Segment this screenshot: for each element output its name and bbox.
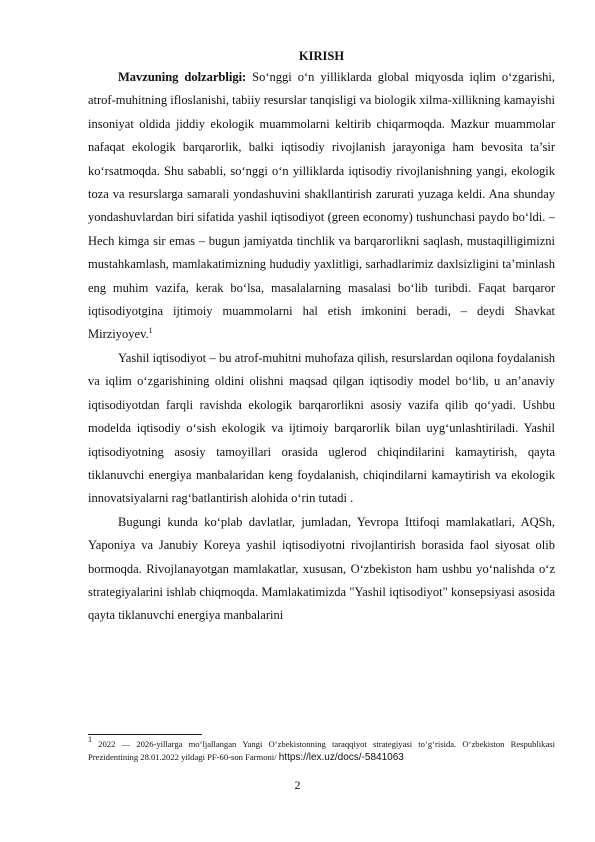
relevance-text: So‘nggi o‘n yilliklarda global miqyosda iqlim o‘zgarishi, atrof-muhitning ifloslanishi, tabiiy resurslar tanqisligi va biologik xilma-xillikning kamayishi insoniyat oldida jiddiy ekologik muammolarni keltirib chiqarmoqda. Mazkur muammolar nafaqat ekologik barqarorlik, balki iqtisodiy rivojlanish jarayoniga ham bevosita ta’sir ko‘rsatmoqda. Shu sababli, so‘nggi o‘n yilliklarda iqtisodiy rivojlanishning yangi, ekologik toza va resurslarga samarali yondashuvini shakllantirish zarurati yuzaga keldi. Ana shunday yondashuvlardan biri sifatida yashil iqtisodiyot (green economy) tushunchasi paydo bo‘ldi. – Hech kimga sir emas – bugun jamiyatda tinchlik va barqarorlikni saqlash, mustaqilligimizni mustahkamlash, mamlakatimizning hududiy yaxlitligi, sarhadlarimiz daxlsizligini ta’minlash eng muhim vazifa, kerak bo‘lsa, masalalarning masalasi bo‘lib turibdi. Faqat barqaror iqtisodiyotgina ijtimoiy muammolarni hal etish imkonini beradi, – deydi Shavkat Mirziyoyev. xyxy=(88,70,555,342)
footnote-divider xyxy=(88,734,202,735)
page-number: 2 xyxy=(294,778,301,792)
footnote-link[interactable]: https://lex.uz/docs/-5841063 xyxy=(278,752,404,763)
footnote xyxy=(88,735,555,764)
footnote-marker: 1 xyxy=(88,735,92,744)
paragraph-relevance xyxy=(88,66,555,347)
paragraph-green-economy: Yashil iqtisodiyot – bu atrof-muhitni muhofaza qilish, resurslardan oqilona foydalanish va iqlim o‘zgarishining oldini olishni maqsad qilgan iqtisodiy model bo‘lib, u an’anaviy iqtisodiyotdan farqli ravishda ekologik barqarorlikni asosiy vazifa qilib qo‘yadi. Ushbu modelda iqtisodiy o‘sish ekologik va ijtimoiy barqarorlik bilan uyg‘unlashtiriladi. Yashil iqtisodiyotning asosiy tamoyillari orasida uglerod chiqindilarini kamaytirish, qayta tiklanuvchi energiya manbalaridan keng foydalanish, chiqindilarni kamaytirish va ekologik innovatsiyalarni rag‘batlantirish alohida o‘rin tutadi . xyxy=(88,350,555,506)
section-heading: KIRISH xyxy=(298,49,345,63)
footnote-reference[interactable]: 1 xyxy=(148,326,153,336)
paragraph-countries: Bugungi kunda ko‘plab davlatlar, jumladan, Yevropa Ittifoqi mamlakatlari, AQSh, Yaponiya va Janubiy Koreya yashil iqtisodiyotni rivojlantirish borasida faol siyosat olib bormoqda. Rivojlanayotgan mamlakatlar, xususan, O‘zbekiston ham ushbu yo‘nalishda o‘z strategiyalarini ishlab chiqmoqda. Mamlakatimizda "Yashil iqtisodiyot" konsepsiyasi asosida qayta tiklanuvchi energiya manbalarini xyxy=(88,514,555,623)
relevance-lead: Mavzuning dolzarbligi: xyxy=(118,70,247,84)
footnote-text: 2022 — 2026-yillarga mo‘ljallangan Yangi O‘zbekistonning taraqqiyot strategiyasi to‘g‘risida. O‘zbekiston Respublikasi Prezidentining 28.01.2022 yildagi PF-60-son Farmoni/ xyxy=(88,739,555,762)
page-content xyxy=(88,48,555,628)
